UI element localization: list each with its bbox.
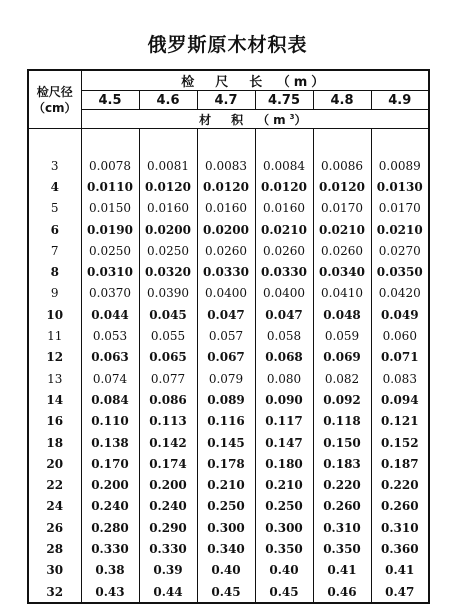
volume-cell: 0.46 (313, 581, 371, 603)
volume-cell: 0.094 (371, 389, 429, 410)
volume-cell: 0.092 (313, 389, 371, 410)
volume-cell: 0.058 (255, 325, 313, 346)
volume-cell: 0.210 (255, 474, 313, 495)
diameter-cell: 4 (28, 176, 81, 197)
page-title: 俄罗斯原木材积表 (147, 34, 308, 56)
volume-unit-exponent: 3 (289, 112, 295, 121)
volume-cell: 0.0410 (313, 283, 371, 304)
volume-cell: 0.0320 (139, 261, 197, 282)
volume-cell: 0.142 (139, 432, 197, 453)
diameter-cell: 16 (28, 411, 81, 432)
volume-cell: 0.0120 (197, 176, 255, 197)
volume-cell: 0.0160 (255, 198, 313, 219)
volume-cell: 0.174 (139, 453, 197, 474)
volume-cell: 0.260 (313, 496, 371, 517)
table-row (28, 240, 429, 261)
volume-cell: 0.121 (371, 411, 429, 432)
diameter-cell: 20 (28, 453, 81, 474)
table-row (28, 560, 429, 581)
volume-cell: 0.074 (81, 368, 139, 389)
volume-cell: 0.180 (255, 453, 313, 474)
volume-cell: 0.0081 (139, 155, 197, 176)
diameter-cell: 28 (28, 538, 81, 559)
diameter-cell: 3 (28, 155, 81, 176)
volume-cell: 0.220 (313, 474, 371, 495)
table-row (28, 538, 429, 559)
volume-cell: 0.45 (255, 581, 313, 603)
table-row (28, 432, 429, 453)
volume-cell: 0.089 (197, 389, 255, 410)
volume-cell: 0.090 (255, 389, 313, 410)
volume-cell: 0.077 (139, 368, 197, 389)
table-header (28, 70, 429, 129)
table-row (28, 219, 429, 240)
table-row (28, 304, 429, 325)
volume-cell: 0.330 (139, 538, 197, 559)
diameter-unit: （cm） (32, 100, 77, 115)
volume-cell: 0.260 (371, 496, 429, 517)
volume-cell: 0.055 (139, 325, 197, 346)
diameter-cell: 5 (28, 198, 81, 219)
volume-label-end: ） (294, 112, 311, 127)
volume-cell: 0.200 (139, 474, 197, 495)
volume-cell: 0.39 (139, 560, 197, 581)
volume-cell: 0.110 (81, 411, 139, 432)
volume-cell: 0.183 (313, 453, 371, 474)
volume-cell: 0.049 (371, 304, 429, 325)
volume-cell: 0.300 (197, 517, 255, 538)
volume-cell: 0.053 (81, 325, 139, 346)
volume-cell: 0.0190 (81, 219, 139, 240)
table-body (28, 129, 429, 604)
volume-cell: 0.220 (371, 474, 429, 495)
volume-cell: 0.079 (197, 368, 255, 389)
volume-cell: 0.310 (313, 517, 371, 538)
diameter-header (28, 70, 81, 129)
volume-cell: 0.145 (197, 432, 255, 453)
volume-cell: 0.210 (197, 474, 255, 495)
volume-header (81, 110, 429, 129)
volume-table (27, 69, 430, 604)
volume-cell: 0.0086 (313, 155, 371, 176)
volume-cell: 0.310 (371, 517, 429, 538)
volume-cell: 0.330 (81, 538, 139, 559)
table-row (28, 411, 429, 432)
volume-cell: 0.047 (197, 304, 255, 325)
diameter-cell: 14 (28, 389, 81, 410)
volume-cell: 0.187 (371, 453, 429, 474)
table-row (28, 261, 429, 282)
volume-cell: 0.0250 (139, 240, 197, 261)
volume-cell: 0.170 (81, 453, 139, 474)
volume-cell: 0.150 (313, 432, 371, 453)
volume-cell: 0.065 (139, 347, 197, 368)
volume-cell: 0.41 (371, 560, 429, 581)
volume-cell: 0.0330 (255, 261, 313, 282)
volume-cell: 0.178 (197, 453, 255, 474)
volume-cell: 0.048 (313, 304, 371, 325)
diameter-cell: 13 (28, 368, 81, 389)
table-row (28, 368, 429, 389)
volume-cell: 0.086 (139, 389, 197, 410)
length-value: 4.8 (313, 91, 371, 110)
volume-cell: 0.068 (255, 347, 313, 368)
diameter-cell: 12 (28, 347, 81, 368)
length-value: 4.5 (81, 91, 139, 110)
table-row (28, 581, 429, 603)
table-row (28, 453, 429, 474)
length-value: 4.9 (371, 91, 429, 110)
volume-cell: 0.0200 (197, 219, 255, 240)
volume-cell: 0.0420 (371, 283, 429, 304)
volume-cell: 0.0210 (371, 219, 429, 240)
volume-cell: 0.45 (197, 581, 255, 603)
volume-cell: 0.0400 (197, 283, 255, 304)
diameter-cell: 9 (28, 283, 81, 304)
volume-cell: 0.044 (81, 304, 139, 325)
volume-cell: 0.250 (255, 496, 313, 517)
volume-cell: 0.40 (255, 560, 313, 581)
volume-cell: 0.350 (255, 538, 313, 559)
diameter-cell: 24 (28, 496, 81, 517)
volume-cell: 0.060 (371, 325, 429, 346)
volume-cell: 0.152 (371, 432, 429, 453)
volume-cell: 0.067 (197, 347, 255, 368)
table-row (28, 347, 429, 368)
volume-cell: 0.0089 (371, 155, 429, 176)
volume-cell: 0.0150 (81, 198, 139, 219)
length-value: 4.6 (139, 91, 197, 110)
volume-cell: 0.44 (139, 581, 197, 603)
diameter-label: 检尺径 (36, 84, 73, 99)
volume-cell: 0.0400 (255, 283, 313, 304)
diameter-cell: 18 (28, 432, 81, 453)
volume-cell: 0.084 (81, 389, 139, 410)
volume-cell: 0.0340 (313, 261, 371, 282)
volume-cell: 0.045 (139, 304, 197, 325)
volume-cell: 0.0170 (371, 198, 429, 219)
diameter-cell: 11 (28, 325, 81, 346)
volume-cell: 0.0130 (371, 176, 429, 197)
volume-cell: 0.0260 (197, 240, 255, 261)
length-value: 4.75 (255, 91, 313, 110)
volume-cell: 0.117 (255, 411, 313, 432)
volume-cell: 0.38 (81, 560, 139, 581)
volume-cell: 0.0120 (139, 176, 197, 197)
volume-cell: 0.063 (81, 347, 139, 368)
volume-cell: 0.080 (255, 368, 313, 389)
diameter-cell: 7 (28, 240, 81, 261)
volume-cell: 0.059 (313, 325, 371, 346)
length-header: 检 尺 长 （m） (81, 70, 429, 91)
volume-cell: 0.0250 (81, 240, 139, 261)
diameter-cell: 30 (28, 560, 81, 581)
volume-cell: 0.40 (197, 560, 255, 581)
volume-cell: 0.071 (371, 347, 429, 368)
table-row (28, 325, 429, 346)
volume-cell: 0.0210 (255, 219, 313, 240)
volume-cell: 0.0210 (313, 219, 371, 240)
volume-cell: 0.290 (139, 517, 197, 538)
volume-cell: 0.0078 (81, 155, 139, 176)
volume-cell: 0.113 (139, 411, 197, 432)
volume-cell: 0.0160 (139, 198, 197, 219)
volume-cell: 0.41 (313, 560, 371, 581)
volume-label: 材 积 （m (199, 112, 290, 127)
volume-cell: 0.0083 (197, 155, 255, 176)
diameter-cell: 22 (28, 474, 81, 495)
diameter-cell: 10 (28, 304, 81, 325)
diameter-cell: 26 (28, 517, 81, 538)
volume-cell: 0.0270 (371, 240, 429, 261)
volume-cell: 0.300 (255, 517, 313, 538)
length-value: 4.7 (197, 91, 255, 110)
volume-cell: 0.0110 (81, 176, 139, 197)
volume-cell: 0.350 (313, 538, 371, 559)
volume-cell: 0.047 (255, 304, 313, 325)
volume-cell: 0.43 (81, 581, 139, 603)
volume-cell: 0.47 (371, 581, 429, 603)
diameter-cell: 6 (28, 219, 81, 240)
table-row (28, 474, 429, 495)
volume-cell: 0.280 (81, 517, 139, 538)
volume-cell: 0.0370 (81, 283, 139, 304)
volume-cell: 0.147 (255, 432, 313, 453)
diameter-cell: 32 (28, 581, 81, 603)
volume-cell: 0.200 (81, 474, 139, 495)
volume-cell: 0.138 (81, 432, 139, 453)
table-row (28, 283, 429, 304)
volume-cell: 0.0200 (139, 219, 197, 240)
volume-cell: 0.0120 (255, 176, 313, 197)
volume-cell: 0.0120 (313, 176, 371, 197)
table-row (28, 155, 429, 176)
table-row (28, 517, 429, 538)
volume-cell: 0.0260 (313, 240, 371, 261)
volume-cell: 0.0310 (81, 261, 139, 282)
volume-cell: 0.083 (371, 368, 429, 389)
spacer-row (28, 129, 429, 156)
volume-cell: 0.0350 (371, 261, 429, 282)
volume-cell: 0.0084 (255, 155, 313, 176)
volume-cell: 0.057 (197, 325, 255, 346)
volume-cell: 0.360 (371, 538, 429, 559)
volume-cell: 0.0160 (197, 198, 255, 219)
volume-cell: 0.240 (139, 496, 197, 517)
volume-cell: 0.250 (197, 496, 255, 517)
volume-cell: 0.340 (197, 538, 255, 559)
table-row (28, 176, 429, 197)
table-row (28, 496, 429, 517)
volume-cell: 0.240 (81, 496, 139, 517)
volume-cell: 0.0170 (313, 198, 371, 219)
volume-cell: 0.116 (197, 411, 255, 432)
volume-cell: 0.069 (313, 347, 371, 368)
diameter-cell: 8 (28, 261, 81, 282)
volume-cell: 0.0330 (197, 261, 255, 282)
volume-cell: 0.0390 (139, 283, 197, 304)
table-row (28, 389, 429, 410)
volume-cell: 0.118 (313, 411, 371, 432)
volume-cell: 0.0260 (255, 240, 313, 261)
table-row (28, 198, 429, 219)
volume-cell: 0.082 (313, 368, 371, 389)
